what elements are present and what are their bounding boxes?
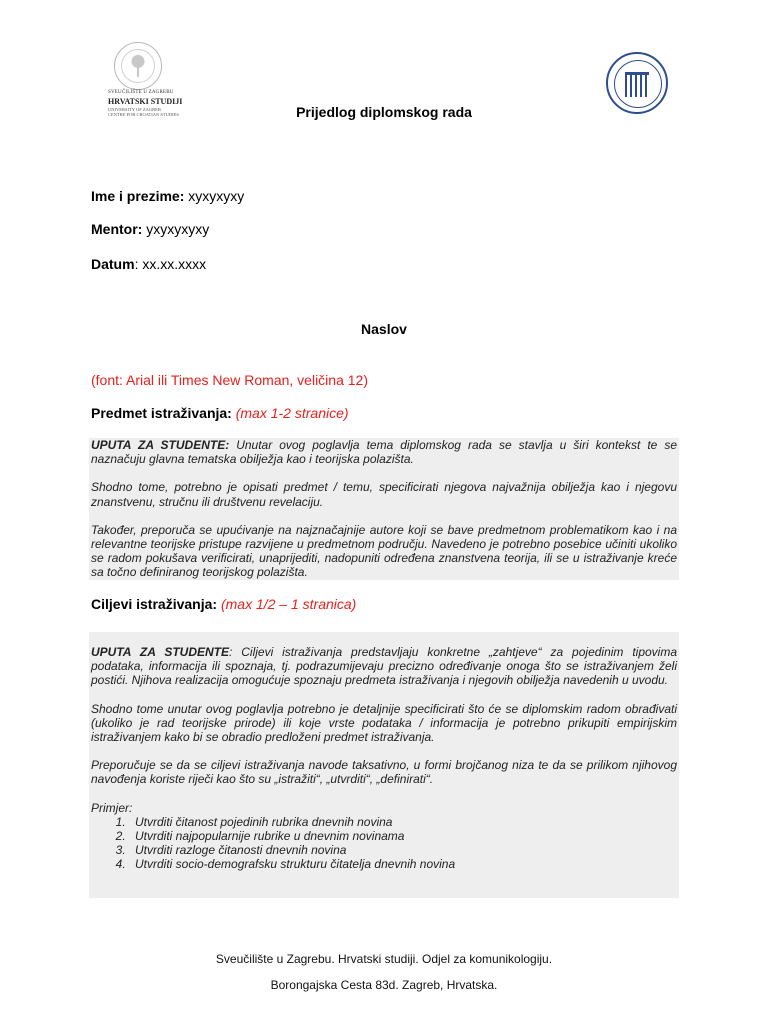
instruction-box-ciljevi [89, 632, 679, 898]
list-item: 1. Utvrditi čitanost pojedinih rubrika dnevnih novina [129, 815, 677, 829]
field-date-value: : xx.xx.xxxx [134, 256, 207, 272]
instruction-paragraph [91, 438, 677, 466]
logo-line-3a: UNIVERSITY OF ZAGREB [108, 107, 161, 112]
instruction-lead: UPUTA ZA STUDENTE: [91, 438, 230, 452]
field-mentor [91, 221, 209, 237]
instruction-paragraph [91, 645, 677, 688]
instruction-paragraph: Shodno tome unutar ovog poglavlja potrebno je detaljnije specificirati što će se diplomskim radom obrađivati (ukoliko je rad teorijske prirode) ili koje vrste podataka / informacija je potrebno prikupiti empirijskim istraživanjem kako bi se obradio predloženi predmet istraživanja. [91, 701, 677, 745]
instruction-lead: UPUTA ZA STUDENTE [91, 645, 230, 659]
instruction-text: : Ciljevi istraživanja predstavljaju konkretne „zahtjeve“ za pojedinim tipovima podataka, informacija ili spoznaja, tj. podrazumijevaju precizno određivanje onoga što se istraživanjem želi postići. Njihova realizacija omogućuje spoznaju predmeta istraživanja i njegovih obilježja navedenih u uvodu. [91, 645, 678, 688]
instruction-paragraph: Preporučuje se da se ciljevi istraživanja navode taksativno, u formi brojčanog niza te da se prilikom njihovog navođenja koriste riječi kao što su „istražiti“, „utvrditi“, „definirati“. [91, 758, 677, 787]
list-item: 3. Utvrditi razloge čitanosti dnevnih novina [129, 843, 677, 857]
list-item: 2. Utvrditi najpopularnije rubrike u dnevnim novinama [129, 829, 677, 843]
example-label: Primjer: [91, 800, 133, 815]
example-list [91, 815, 677, 872]
field-name-label: Ime i prezime: [91, 188, 185, 204]
instruction-paragraph: Shodno tome, potrebno je opisati predmet / temu, specificirati njegova najvažnija obilježja kao i njegovu znanstvenu, stručnu ili društvenu revelaciju. [91, 480, 677, 509]
field-name-value: xyxyxyxy [184, 188, 245, 204]
logo-line-3b: CENTRE FOR CROATIAN STUDIES [108, 112, 179, 117]
tree-icon [129, 53, 147, 77]
logo-line-1: SVEUČILIŠTE U ZAGREBU [108, 90, 174, 95]
field-mentor-value: yxyxyxyxy [142, 221, 210, 237]
logo-line-2: HRVATSKI STUDIJI [108, 97, 183, 106]
field-name [91, 188, 244, 204]
list-item: 4. Utvrditi socio-demografsku strukturu čitatelja dnevnih novina [129, 857, 677, 871]
section-heading-ciljevi [91, 596, 356, 612]
document-title: Prijedlog diplomskog rada [296, 104, 472, 120]
instruction-box-predmet [89, 438, 679, 580]
section-heading-ciljevi-label: Ciljevi istraživanja: [91, 596, 218, 612]
instruction-text: Unutar ovog poglavlja tema diplomskog rada se stavlja u širi kontekst te se naznačuju glavna tematska obilježja kao i teorijska polazišta. [91, 438, 677, 467]
instruction-paragraph: Također, preporuča se upućivanje na najznačajnije autore koji se bave predmetnom problematikom kao i na relevantne teorijske pristupe razvijene u predmetnom području. Navedeno je potrebno posebice učiniti ukoliko se radom pokušava verificirati, unaprijediti, nadopuniti određena znanstvena teorija, ili se u istraživanje kreće sa točno definiranog teorijskog polazišta. [91, 522, 677, 580]
section-title-naslov: Naslov [361, 321, 407, 337]
field-mentor-label: Mentor: [91, 221, 143, 237]
footer-line-2: Borongajska Cesta 83d. Zagreb, Hrvatska. [270, 978, 498, 992]
footer-line-1: Sveučilište u Zagrebu. Hrvatski studiji. Odjel za komunikologiju. [215, 952, 553, 966]
font-note: (font: Arial ili Times New Roman, veličina 12) [91, 372, 368, 388]
building-icon [625, 72, 649, 97]
field-date [91, 256, 206, 272]
section-heading-predmet-note: (max 1-2 stranice) [235, 405, 349, 421]
section-heading-predmet [91, 405, 349, 421]
section-heading-predmet-label: Predmet istraživanja: [91, 405, 232, 421]
seal-emblem [114, 42, 162, 90]
section-heading-ciljevi-note: (max 1/2 – 1 stranica) [220, 596, 357, 612]
field-date-label: Datum [91, 256, 135, 272]
